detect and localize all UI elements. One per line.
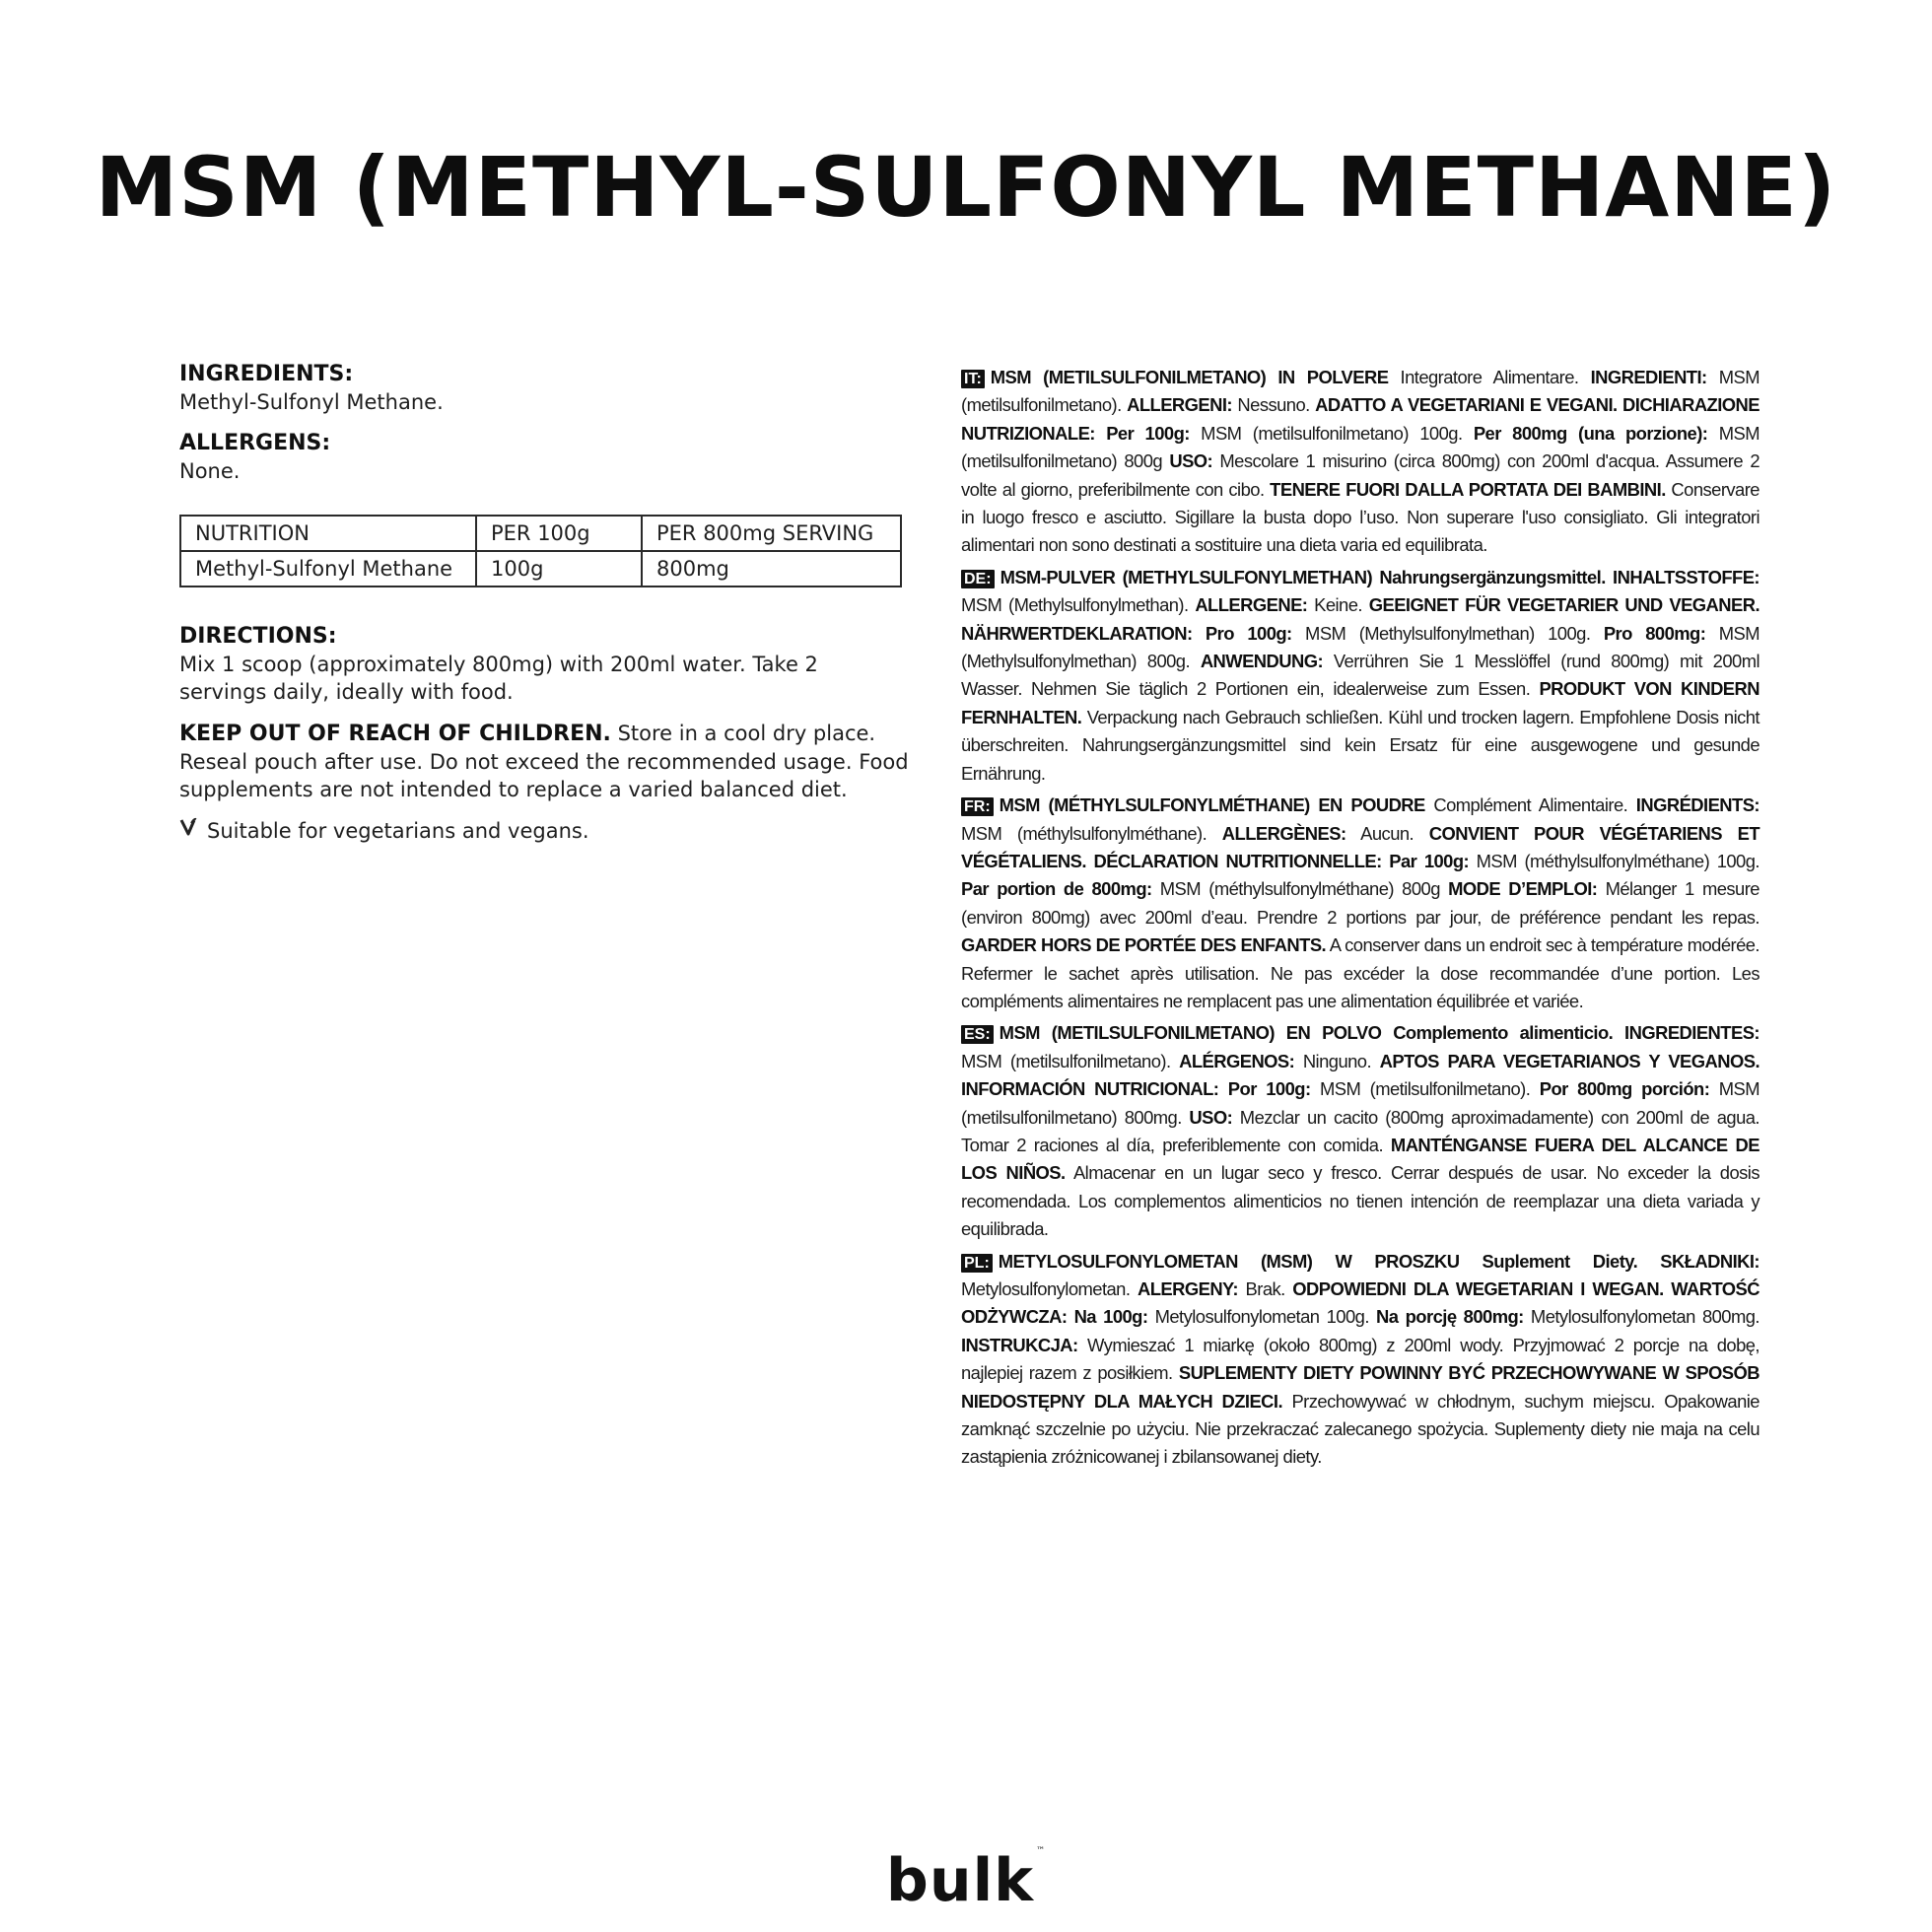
translation-bold-text: Per 800mg (una porzione): <box>1473 422 1708 444</box>
translation-bold-text: APTOS PARA VEGETARIANOS Y VEGANOS. INFORMACIÓN NUTRICIONAL: Por 100g: <box>961 1050 1760 1100</box>
translation-text: MSM (metilsulfonilmetano) 100g. <box>1189 422 1474 444</box>
translation-bold-text: TENERE FUORI DALLA PORTATA DEI BAMBINI. <box>1270 478 1666 500</box>
translations-panel <box>961 364 1760 1476</box>
translation-bold-text: CONVIENT POUR VÉGÉTARIENS ET VÉGÉTALIENS. DÉCLARATION NUTRITIONNELLE: Par 100g: <box>961 822 1760 871</box>
table-header-cell: PER 100g <box>476 516 642 551</box>
translation-text: Integratore Alimentare. <box>1388 367 1591 387</box>
translation-bold-text: USO: <box>1169 450 1213 472</box>
translation-bold-text: MODE D’EMPLOI: <box>1448 878 1598 900</box>
translation-text: Metylosulfonylometan 100g. <box>1147 1306 1377 1328</box>
trademark-mark: ™ <box>1036 1846 1047 1856</box>
language-code-badge: ES: <box>961 1025 994 1044</box>
language-code-badge: IT: <box>961 370 985 388</box>
translation-text: MSM (metilsulfonilmetano). <box>961 367 1760 416</box>
allergens-heading: ALLERGENS: <box>179 431 331 455</box>
translation-text: MSM (Methylsulfonylmethan) 100g. <box>1291 622 1604 644</box>
directions-section <box>179 623 909 706</box>
translation-text: Conservare in luogo fresco e asciutto. Sigillare la busta dopo l’uso. Non superare l'uso consigliato. Gli integratori alimentari non sono destinati a sostituire una dieta varia ed equilibrata. <box>961 478 1760 556</box>
table-header-cell: PER 800mg SERVING <box>642 516 901 551</box>
translation-bold-text: PRODUKT VON KINDERN FERNHALTEN. <box>961 678 1760 727</box>
translation-bold-text: Complemento alimenticio. INGREDIENTES: <box>1393 1022 1760 1044</box>
language-code-badge: DE: <box>961 570 995 588</box>
translation-bold-text: ALLERGÈNES: <box>1221 822 1346 844</box>
ingredients-heading: INGREDIENTS: <box>179 362 354 386</box>
translation-text: MSM (metilsulfonilmetano). <box>961 1050 1180 1071</box>
vegan-v-icon <box>179 817 201 845</box>
translation-bold-text: ALLERGENE: <box>1195 594 1308 616</box>
translation-text: Almacenar en un lugar seco y fresco. Cerrar después de usar. No exceder la dosis recomendada. Los complementos alimenticios no tienen intención de reemplazar una dieta variada y equilibrada. <box>961 1162 1760 1240</box>
translation-text: Ninguno. <box>1294 1050 1380 1071</box>
translation-text: Verrühren Sie 1 Messlöffel (rund 800mg) mit 200ml Wasser. Nehmen Sie täglich 2 Portionen ein, idealerweise zum Essen. <box>961 651 1760 700</box>
translation-it <box>961 364 1760 560</box>
translation-bold-text: ALLERGENI: <box>1127 394 1232 416</box>
translation-text: Nessuno. <box>1232 394 1316 416</box>
vegan-statement <box>179 817 909 845</box>
translation-text: Verpackung nach Gebrauch schließen. Kühl und trocken lagern. Empfohlene Dosis nicht überschreiten. Nahrungsergänzungsmittel sind kein Ersatz für eine ausgewogene und gesunde Ernährung. <box>961 706 1760 784</box>
translation-bold-text: Por 800mg porción: <box>1539 1078 1710 1100</box>
translation-fr <box>961 792 1760 1015</box>
translation-text: MSM (Methylsulfonylmethan). <box>961 594 1196 616</box>
translation-text <box>1381 1022 1393 1043</box>
directions-value: Mix 1 scoop (approximately 800mg) with 200ml water. Take 2 servings daily, ideally with food. <box>179 653 818 704</box>
translation-text: MSM (méthylsulfonylméthane) 100g. <box>1469 850 1760 871</box>
translation-bold-text: Par portion de 800mg: <box>961 878 1152 900</box>
nutrition-table <box>179 515 902 587</box>
translation-bold-text: MSM (METILSULFONILMETANO) IN POLVERE <box>990 367 1389 387</box>
translation-bold-text: USO: <box>1189 1106 1233 1128</box>
translation-bold-text: MSM (MÉTHYLSULFONYLMÉTHANE) EN POUDRE <box>999 794 1425 816</box>
allergens-section <box>179 430 909 485</box>
directions-heading: DIRECTIONS: <box>179 624 337 649</box>
translation-text: MSM (metilsulfonilmetano) 800g <box>961 422 1760 472</box>
warning-heading: KEEP OUT OF REACH OF CHILDREN. <box>179 722 611 746</box>
translation-bold-text: ODPOWIEDNI DLA WEGETARIAN I WEGAN. WARTOŚĆ ODŻYWCZA: Na 100g: <box>961 1278 1760 1328</box>
table-row <box>180 551 901 586</box>
translation-text: MSM (metilsulfonilmetano) 800mg. <box>961 1078 1760 1128</box>
translation-bold-text: ALÉRGENOS: <box>1179 1050 1295 1071</box>
translation-text: Aucun. <box>1346 822 1429 844</box>
translation-bold-text: Na porcję 800mg: <box>1376 1306 1524 1328</box>
translation-bold-text: MANTÉNGANSE FUERA DEL ALCANCE DE LOS NIÑOS. <box>961 1134 1760 1184</box>
translation-text: Mélanger 1 mesure (environ 800mg) avec 200ml d’eau. Prendre 2 portions par jour, de préférence pendant les repas. <box>961 878 1760 928</box>
translation-bold-text: INGRÉDIENTS: <box>1635 794 1760 816</box>
table-header-row <box>180 516 901 551</box>
translation-text: Metylosulfonylometan 800mg. <box>1523 1306 1760 1328</box>
translation-bold-text: ANWENDUNG: <box>1200 651 1324 672</box>
brand-logo <box>0 1846 1932 1915</box>
translation-bold-text: INGREDIENTI: <box>1590 367 1707 387</box>
translation-text: Keine. <box>1307 594 1369 616</box>
translation-text: Przechowywać w chłodnym, suchym miejscu. Opakowanie zamknąć szczelnie po użyciu. Nie przekraczać zalecanego spożycia. Suplementy diety nie maja na celu zastąpienia zróżnicowanej i zbilansowanej diety. <box>961 1390 1760 1468</box>
table-cell: Methyl-Sulfonyl Methane <box>180 551 476 586</box>
language-code-badge: FR: <box>961 797 994 816</box>
warning-value: Store in a cool dry place. Reseal pouch after use. Do not exceed the recommended usage. Food supplements are not intended to replace a varied balanced diet. <box>179 722 909 801</box>
translation-bold-text: GARDER HORS DE PORTÉE DES ENFANTS. <box>961 934 1327 956</box>
brand-logo-text: bulk <box>885 1846 1035 1915</box>
translation-bold-text: GEEIGNET FÜR VEGETARIER UND VEGANER. NÄHRWERTDEKLARATION: Pro 100g: <box>961 594 1760 644</box>
translation-text: Brak. <box>1237 1278 1293 1299</box>
translation-es <box>961 1019 1760 1243</box>
translation-text: Wymieszać 1 miarkę (około 800mg) z 200ml wody. Przyjmować 2 porcje na dobę, najlepiej razem z posiłkiem. <box>961 1334 1760 1384</box>
translation-text: Complément Alimentaire. <box>1424 794 1636 816</box>
translation-text: Metylosulfonylometan. <box>961 1278 1138 1299</box>
translation-text: A conserver dans un endroit sec à température modérée. Refermer le sachet après utilisation. Ne pas excéder la dose recommandée d’une portion. Les compléments alimentaires ne remplacent pas une alimentation équilibrée et variée. <box>961 934 1760 1011</box>
translation-de <box>961 564 1760 788</box>
allergens-value: None. <box>179 459 241 483</box>
table-cell: 100g <box>476 551 642 586</box>
translation-text: Mezclar un cacito (800mg aproximadamente) con 200ml de agua. Tomar 2 raciones al día, preferiblemente con comida. <box>961 1106 1760 1155</box>
vegan-text: Suitable for vegetarians and vegans. <box>207 819 589 843</box>
translation-bold-text: SUPLEMENTY DIETY POWINNY BYĆ PRZECHOWYWANE W SPOSÓB NIEDOSTĘPNY DLA MAŁYCH DZIECI. <box>961 1362 1760 1412</box>
translation-pl <box>961 1248 1760 1472</box>
table-header-cell: NUTRITION <box>180 516 476 551</box>
translation-text: MSM (metilsulfonilmetano). <box>1310 1078 1540 1100</box>
translation-bold-text: Pro 800mg: <box>1603 622 1706 644</box>
translation-bold-text: ADATTO A VEGETARIANI E VEGANI. DICHIARAZIONE NUTRIZIONALE: Per 100g: <box>961 394 1760 444</box>
language-code-badge: PL: <box>961 1254 993 1273</box>
english-label-panel <box>179 361 909 845</box>
warning-section <box>179 720 909 803</box>
table-cell: 800mg <box>642 551 901 586</box>
translation-bold-text: MSM-PULVER (METHYLSULFONYLMETHAN) <box>1000 566 1373 587</box>
ingredients-section <box>179 361 909 416</box>
translation-text: MSM (Methylsulfonylmethan) 800g. <box>961 622 1760 672</box>
translation-bold-text: INSTRUKCJA: <box>961 1334 1078 1355</box>
translation-text: Mescolare 1 misurino (circa 800mg) con 200ml d'acqua. Assumere 2 volte al giorno, preferibilmente con cibo. <box>961 450 1760 500</box>
page-title: MSM (METHYL-SULFONYL METHANE) <box>95 139 1837 236</box>
ingredients-value: Methyl-Sulfonyl Methane. <box>179 390 444 414</box>
translation-bold-text: Nahrungsergänzungsmittel. INHALTSSTOFFE: <box>1379 566 1760 587</box>
translation-text: MSM (méthylsulfonylméthane). <box>961 822 1222 844</box>
translation-bold-text: METYLOSULFONYLOMETAN (MSM) W PROSZKU Suplement Diety. SKŁADNIKI: <box>998 1250 1760 1272</box>
translation-bold-text: ALERGENY: <box>1137 1278 1238 1299</box>
vegan-v-icon-svg <box>179 817 197 837</box>
translation-text: MSM (méthylsulfonylméthane) 800g <box>1151 878 1449 900</box>
translation-bold-text: MSM (METILSULFONILMETANO) EN POLVO <box>999 1022 1382 1044</box>
